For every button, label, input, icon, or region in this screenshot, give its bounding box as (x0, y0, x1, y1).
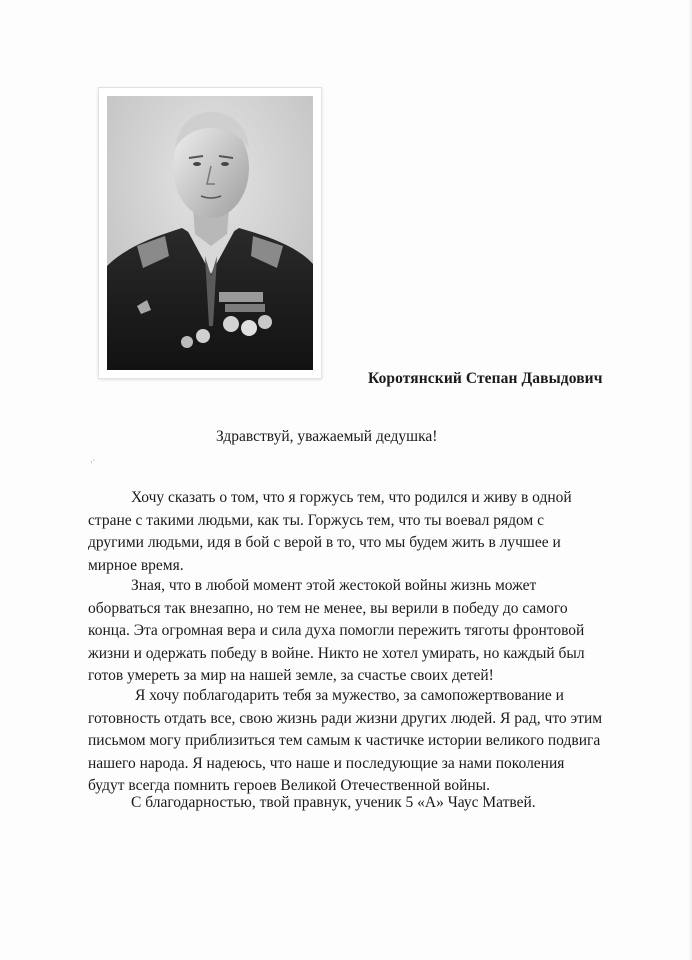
scan-speck: ·˙ (90, 458, 96, 467)
paragraph-line: готовность отдать все, свою жизнь ради жизни других людей. Я рад, что этим (88, 709, 603, 727)
paragraph-line: письмом могу приблизиться тем самым к частичке истории великого подвига (88, 732, 601, 750)
letter-signature: С благодарностью, твой правнук, ученик 5 «А» Чаус Матвей. (131, 794, 536, 811)
paragraph-line: оборваться так внезапно, но тем не менее, вы верили в победу до самого (88, 599, 568, 617)
paragraph-line: нашего народа. Я надеюсь, что наше и последующие за нами поколения (88, 754, 565, 772)
paragraph-line: стране с такими людьми, как ты. Горжусь тем, что ты воевал рядом с (88, 511, 544, 529)
paragraph-line: Зная, что в любой момент этой жестокой войны жизнь может (131, 577, 537, 594)
paragraph-line: Хочу сказать о том, что я горжусь тем, что родился и живу в одной (131, 489, 572, 506)
paragraph-line: Я хочу поблагодарить тебя за мужество, за самопожертвование и (135, 687, 564, 704)
veteran-name: Коротянский Степан Давыдович (368, 370, 603, 387)
paragraph-line: готов умереть за мир на нашей земле, за счастье своих детей! (88, 667, 494, 685)
paragraph-line: другими людьми, идя в бой с верой в то, что мы будем жить в лучшее и (88, 534, 561, 552)
scan-edge-shadow (688, 0, 692, 960)
letter-paragraph-2 (88, 575, 618, 688)
portrait-photo (107, 96, 313, 370)
letter-paragraph-3 (88, 685, 618, 798)
letter-greeting: Здравствуй, уважаемый дедушка! (216, 428, 438, 445)
paragraph-line: жизни и одержать победу в войне. Никто не хотел умирать, но каждый был (88, 644, 585, 662)
paragraph-line: мирное время. (88, 556, 184, 574)
paragraph-line: конца. Эта огромная вера и сила духа помогли пережить тяготы фронтовой (88, 622, 585, 640)
portrait-photo-frame (99, 88, 321, 378)
paragraph-line: будут всегда помнить героев Великой Отечественной войны. (88, 777, 490, 795)
letter-paragraph-1 (88, 487, 618, 577)
